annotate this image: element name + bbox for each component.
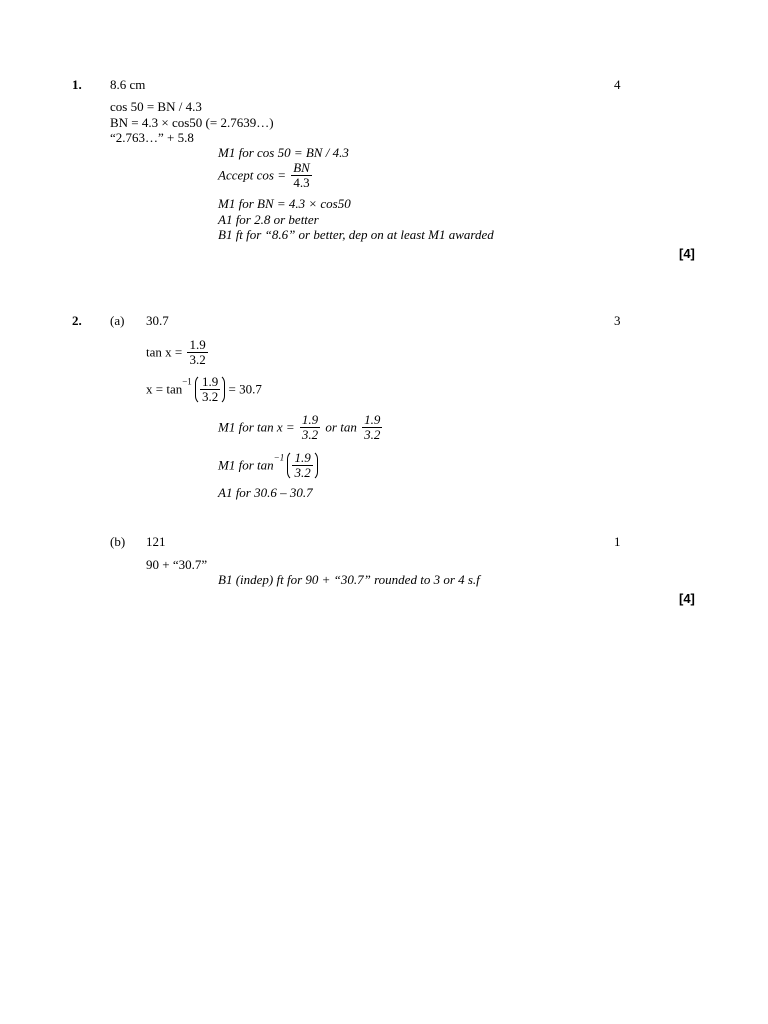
q2a-or-tan: or tan: [325, 419, 357, 435]
q1-accept-fraction: [291, 161, 312, 190]
q2a-x-sup: −1: [182, 376, 192, 387]
q2a-m1-den-1: 3.2: [301, 427, 319, 442]
q2-total: [4]: [679, 591, 695, 606]
q2a-m1-inv-prefix: M1 for tan: [218, 457, 274, 473]
q2a-tan-den: 3.2: [189, 352, 206, 367]
q2a-m1-inv-den: 3.2: [294, 465, 311, 480]
q1-working-line-2: BN = 4.3 × cos50 (= 2.7639…): [110, 115, 274, 130]
q2a-m1-num-2: 1.9: [364, 412, 381, 427]
q2a-m1-num-1: 1.9: [301, 412, 319, 427]
q2a-x-fraction: [200, 375, 220, 404]
q1-accept-prefix: Accept cos =: [218, 167, 286, 183]
q1-working-line-3: “2.763…” + 5.8: [110, 130, 194, 145]
q1-note-accept: [218, 161, 314, 190]
q2a-m1-inv-fraction: [292, 451, 312, 480]
q2a-tan-prefix: tan x =: [146, 344, 183, 360]
q2a-answer: 30.7: [146, 313, 169, 328]
q2a-m1-fraction-1: [300, 413, 320, 442]
q2b-label: (b): [110, 534, 126, 549]
q1-accept-den: 4.3: [293, 175, 310, 190]
q2a-tan-line: [146, 338, 210, 367]
q2a-tan-num: 1.9: [189, 337, 206, 352]
q2b-note-b1: B1 (indep) ft for 90 + “30.7” rounded to 3 or 4 s.f: [218, 572, 480, 587]
q2a-label: (a): [110, 313, 125, 328]
q2a-m1-inv-sup: −1: [273, 452, 285, 463]
q2a-m1-fraction-2: [362, 413, 382, 442]
q1-note-b1: B1 ft for “8.6” or better, dep on at least M1 awarded: [218, 227, 494, 242]
q2a-m1-den-2: 3.2: [364, 427, 381, 442]
q2a-note-a1: A1 for 30.6 – 30.7: [218, 485, 313, 500]
q1-note-a1: A1 for 2.8 or better: [218, 212, 319, 227]
q2a-m1-inv-paren: [287, 450, 317, 481]
q2a-marks: 3: [614, 313, 621, 328]
q2-number: 2.: [72, 313, 82, 328]
q2a-x-den: 3.2: [202, 389, 219, 404]
q2b-marks: 1: [614, 534, 621, 549]
q1-answer: 8.6 cm: [110, 77, 146, 92]
q1-total: [4]: [679, 246, 695, 261]
q2a-m1-tan-prefix: M1 for tan x =: [218, 419, 295, 435]
q2a-x-paren: [195, 374, 225, 405]
q2a-m1-inv-num: 1.9: [294, 450, 311, 465]
q2a-note-m1-inv: [218, 450, 318, 481]
q1-working-line-1: cos 50 = BN / 4.3: [110, 99, 202, 114]
q2a-x-line: [146, 374, 262, 405]
q1-number: 1.: [72, 77, 82, 92]
q2a-tan-fraction: [187, 338, 207, 367]
q1-note-m1-cos: M1 for cos 50 = BN / 4.3: [218, 145, 349, 160]
q1-marks: 4: [614, 77, 621, 92]
q2b-working: 90 + “30.7”: [146, 557, 208, 572]
q2a-x-prefix: x = tan: [146, 381, 183, 397]
q2b-answer: 121: [146, 534, 166, 549]
q1-note-m1-bn: M1 for BN = 4.3 × cos50: [218, 196, 351, 211]
q2a-x-result: = 30.7: [228, 381, 262, 397]
q2a-x-num: 1.9: [202, 374, 219, 389]
q2a-note-m1-tan: [218, 413, 384, 442]
q1-accept-num: BN: [293, 160, 310, 175]
